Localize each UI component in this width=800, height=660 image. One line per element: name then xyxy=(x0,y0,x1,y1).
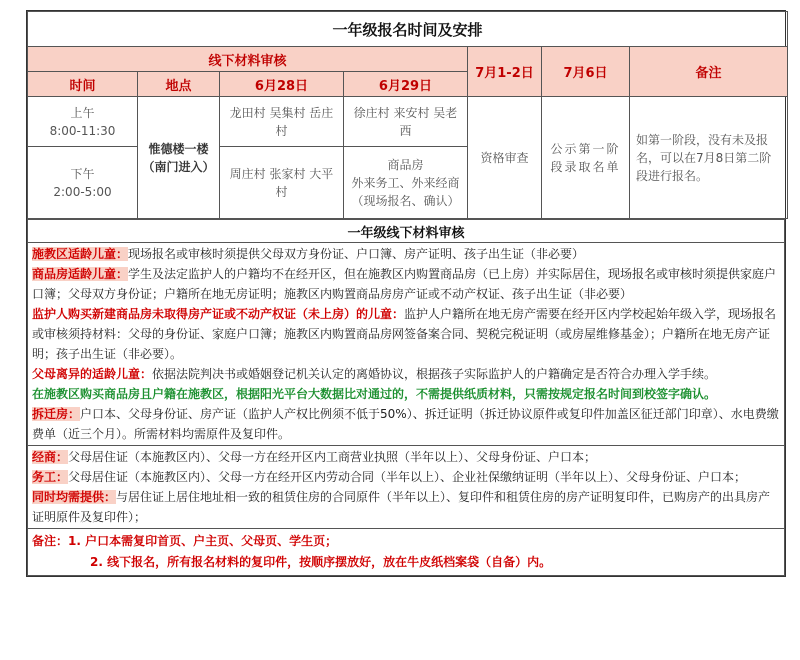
am-time: 8:00-11:30 xyxy=(49,123,116,138)
jul12-header: 7月1-2日 xyxy=(468,47,542,97)
day2-pm-line1: 商品房 xyxy=(387,157,424,172)
day1-am-cell: 龙田村 吴集村 岳庄村 xyxy=(220,97,344,147)
place-line1: 惟德楼一楼 xyxy=(148,141,209,156)
para-business-label: 经商： xyxy=(32,450,69,464)
day2-pm-line3: （现场报名、确认） xyxy=(351,193,460,208)
am-time-cell xyxy=(28,97,138,147)
day2-header: 6月29日 xyxy=(344,72,468,97)
para-demolition-label: 拆迁房： xyxy=(32,407,81,421)
am-label: 上午 xyxy=(70,105,95,120)
time-header: 时间 xyxy=(28,72,138,97)
remark-line-2: 2. 线下报名，所有报名材料的复印件，按顺序摆放好，放在牛皮纸档案袋（自备）内。 xyxy=(90,555,552,569)
para-also-provide xyxy=(32,487,780,527)
day1-header: 6月28日 xyxy=(220,72,344,97)
day2-am-cell: 徐庄村 来安村 吴老西 xyxy=(344,97,468,147)
day1-pm-cell: 周庄村 张家村 大平村 xyxy=(220,147,344,219)
para-business-text: 父母居住证（本施教区内）、父母一方在经开区内工商营业执照（半年以上）、父母身份证、户口本； xyxy=(68,450,597,464)
para-business xyxy=(32,447,780,467)
para-divorced xyxy=(32,364,780,384)
day2-pm-cell xyxy=(344,147,468,219)
jul12-cell: 资格审查 xyxy=(468,97,542,219)
para-divorced-label: 父母离异的适龄儿童： xyxy=(32,367,153,381)
para-also-label: 同时均需提供： xyxy=(32,490,117,504)
para-local-label: 施教区适龄儿童： xyxy=(32,247,129,261)
notes-header: 备注 xyxy=(630,47,788,97)
pm-time-cell xyxy=(28,147,138,219)
para-worker-text: 父母居住证（本施教区内）、父母一方在经开区内劳动合同（半年以上）、企业社保缴纳证明（半年以上）、父母身份证、户口本； xyxy=(68,470,747,484)
place-line2: （南门进入） xyxy=(142,159,215,174)
para-worker-label: 务工： xyxy=(32,470,69,484)
para-demolition-text: 户口本、父母身份证、房产证（监护人产权比例须不低于50%）、拆迁证明（拆迁协议原件或复印件加盖区征迁部门印章）、水电费缴费单（近三个月）。所需材料均需原件及复印件。 xyxy=(32,407,779,441)
para-worker xyxy=(32,467,780,487)
remarks-cell xyxy=(28,529,785,576)
jul6-cell: 公示第一阶段录取名单 xyxy=(542,97,630,219)
enrollment-document xyxy=(26,10,786,577)
jul6-header: 7月6日 xyxy=(542,47,630,97)
day2-pm-line2: 外来务工、外来经商 xyxy=(351,175,460,190)
remark-line-1: 备注：1. 户口本需复印首页、户主页、父母页、学生页； xyxy=(32,534,338,548)
materials-block-2 xyxy=(28,446,785,529)
place-cell xyxy=(138,97,220,219)
para-local-text: 现场报名或审核时须提供父母双方身份证、户口簿、房产证明、孩子出生证（非必要） xyxy=(128,247,585,261)
section2-title: 一年级线下材料审核 xyxy=(28,220,785,243)
para-also-text: 与居住证上居住地址相一致的租赁住房的合同原件（半年以上）、复印件和租赁住房的房产证明复印件，已购房产的出具房产证明原件及复印件）； xyxy=(32,490,771,524)
para-sunshine-platform: 在施教区购买商品房且户籍在施教区，根据阳光平台大数据比对通过的，不需提供纸质材料，只需按规定报名时间到校签字确认。 xyxy=(32,387,717,401)
para-new-housing-label: 监护人购买新建商品房未取得房产证或不动产权证（未上房）的儿童： xyxy=(32,307,405,321)
notes-cell: 如第一阶段，没有未及报名，可以在7月8日第二阶段进行报名。 xyxy=(630,97,788,219)
para-new-housing-text: 监护人户籍所在地无房产需要在经开区内学校起始年级入学，现场报名或审核须持材料：父母的身份证、家庭户口簿；施教区内购置商品房网签备案合同、契税完税证明（或房屋维修基金）；户籍所在地无房产证明；孩子出生证（非必要）。 xyxy=(32,307,777,361)
page-title: 一年级报名时间及安排 xyxy=(28,12,788,47)
para-demolition xyxy=(32,404,780,444)
para-divorced-text: 依据法院判决书或婚姻登记机关认定的离婚协议，根据孩子实际监护人的户籍确定是否符合办理入学手续。 xyxy=(152,367,717,381)
offline-review-header: 线下材料审核 xyxy=(28,47,468,72)
materials-block-1 xyxy=(28,243,785,446)
place-header: 地点 xyxy=(138,72,220,97)
materials-table xyxy=(27,219,785,576)
pm-label: 下午 xyxy=(70,166,95,181)
para-commercial-housing xyxy=(32,264,780,304)
para-commercial-label: 商品房适龄儿童： xyxy=(32,267,129,281)
para-local-children xyxy=(32,244,780,264)
pm-time: 2:00-5:00 xyxy=(53,184,112,199)
para-commercial-text: 学生及法定监护人的户籍均不在经开区，但在施教区内购置商品房（已上房）并实际居住，现场报名或审核时须提供家庭户口簿；父母双方身份证；户籍所在地无房证明；施教区内购置商品房房产证或不动产权证、孩子出生证（非必要） xyxy=(32,267,777,301)
para-new-housing xyxy=(32,304,780,364)
schedule-table xyxy=(27,11,788,219)
